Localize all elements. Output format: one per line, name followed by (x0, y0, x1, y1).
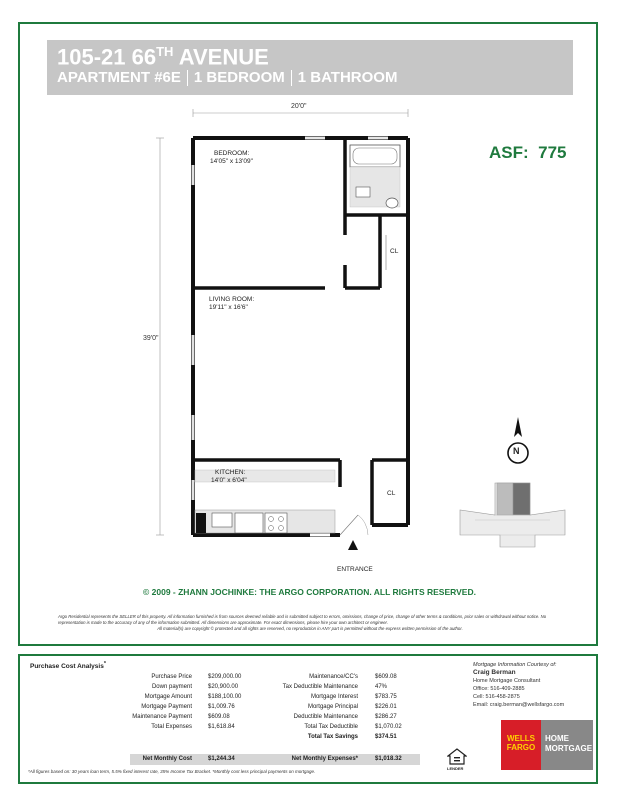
purchase-right-table (260, 672, 450, 742)
table-row: Total Expenses $1,618.84 (151, 724, 235, 730)
table-row: Purchase Price $209,000.00 (151, 674, 242, 680)
property-address: 105-21 66TH AVENUE (57, 44, 269, 70)
table-row: Mortgage Interest $783.75 (310, 694, 397, 700)
bathroom-count: 1 BATHROOM (297, 69, 398, 86)
purchase-analysis-title: Purchase Cost Analysis* (30, 661, 106, 671)
table-row: Maintenance Payment $609.08 (132, 714, 230, 720)
wells-fargo-wordmark: WELLS FARGO (506, 734, 536, 752)
table-row: Mortgage Principal $226.01 (307, 704, 397, 710)
entrance-arrow-icon (347, 540, 359, 550)
apartment-number: APARTMENT #6E (57, 69, 181, 86)
width-dimension: 20'0" (291, 103, 307, 110)
table-row: Tax Deductible Maintenance 47% (282, 684, 388, 690)
building-key-plan (455, 475, 570, 550)
height-dimension: 39'0" (143, 335, 159, 342)
entrance-label: ENTRANCE (337, 566, 373, 573)
table-row: Maintenance/CC's $609.08 (309, 674, 397, 680)
bedroom-count: 1 BEDROOM (193, 69, 285, 86)
wells-fargo-logo (501, 720, 541, 770)
living-room-label: LIVING ROOM: 19'11" x 16'6" (209, 296, 255, 311)
bedroom-label: BEDROOM: 14'05" x 13'09" (210, 150, 253, 165)
home-mortgage-logo (541, 720, 593, 770)
asf-label: ASF: 775 (489, 143, 567, 162)
purchase-left-table (100, 672, 250, 732)
unit-summary (57, 69, 397, 86)
table-row: Down payment $20,900.00 (151, 684, 239, 690)
home-mortgage-wordmark: HOME MORTGAGE (545, 734, 593, 753)
equal-housing-lender-icon (447, 748, 467, 766)
kitchen-label: KITCHEN: 14'0" x 6'04" (211, 469, 247, 484)
header-banner (47, 40, 573, 95)
table-row: Total Tax Savings $374.51 (307, 734, 397, 740)
table-row: Deductible Maintenance $286.27 (293, 714, 397, 720)
copyright-notice: © 2009 - ZHANN JOCHINKE: THE ARGO CORPORATION. ALL RIGHTS RESERVED. (143, 587, 476, 597)
contact-info: Mortgage Information Courtesy of: Craig Berman Home Mortgage Consultant Office: 516-409-2885 Cell: 516-458-2875 Email: craig.berman@wellsfargo.com (473, 662, 565, 708)
purchase-panel (18, 654, 598, 784)
table-row: Mortgage Payment $1,009.76 (141, 704, 235, 710)
purchase-footnote: *All figures based on: 30 years loan term, 5.5% fixed interest rate, 35% Income Tax Bracket. *Monthly cost less principal payments on mortgage. (28, 769, 316, 774)
net-monthly-expenses: Net Monthly Expenses* $1,018.32 (291, 756, 402, 762)
asf-value: 775 (538, 143, 567, 162)
closet-label: CL (390, 248, 399, 255)
contact-email[interactable]: Email: craig.berman@wellsfargo.com (473, 702, 565, 708)
floor-plan (140, 95, 440, 550)
table-row: Total Tax Deductible $1,070.02 (304, 724, 402, 730)
disclaimer-text: Argo Residential represents the SELLER of this property. All information furnished is from sources deemed reliable and is submitted subject to errors, omissions, change of price, change of other terms & conditions, prior sales or withdrawal without notice. No representation is made to the accuracy of any of the information submitted. All dimensions are approximate. For exact dimensions, please hire your own architect or engineer. All material(s) are copyright © protected and all rights are reserved, no reproduction in ANY part is permitted without the express written permission of the author. (58, 614, 547, 631)
lender-label: LENDER (447, 766, 464, 771)
compass-north-label: N (513, 446, 520, 456)
table-row: Mortgage Amount $188,100.00 (144, 694, 242, 700)
compass-icon (503, 415, 533, 465)
closet-label: CL (387, 490, 396, 497)
net-monthly-cost: Net Monthly Cost $1,244.34 (142, 756, 235, 762)
